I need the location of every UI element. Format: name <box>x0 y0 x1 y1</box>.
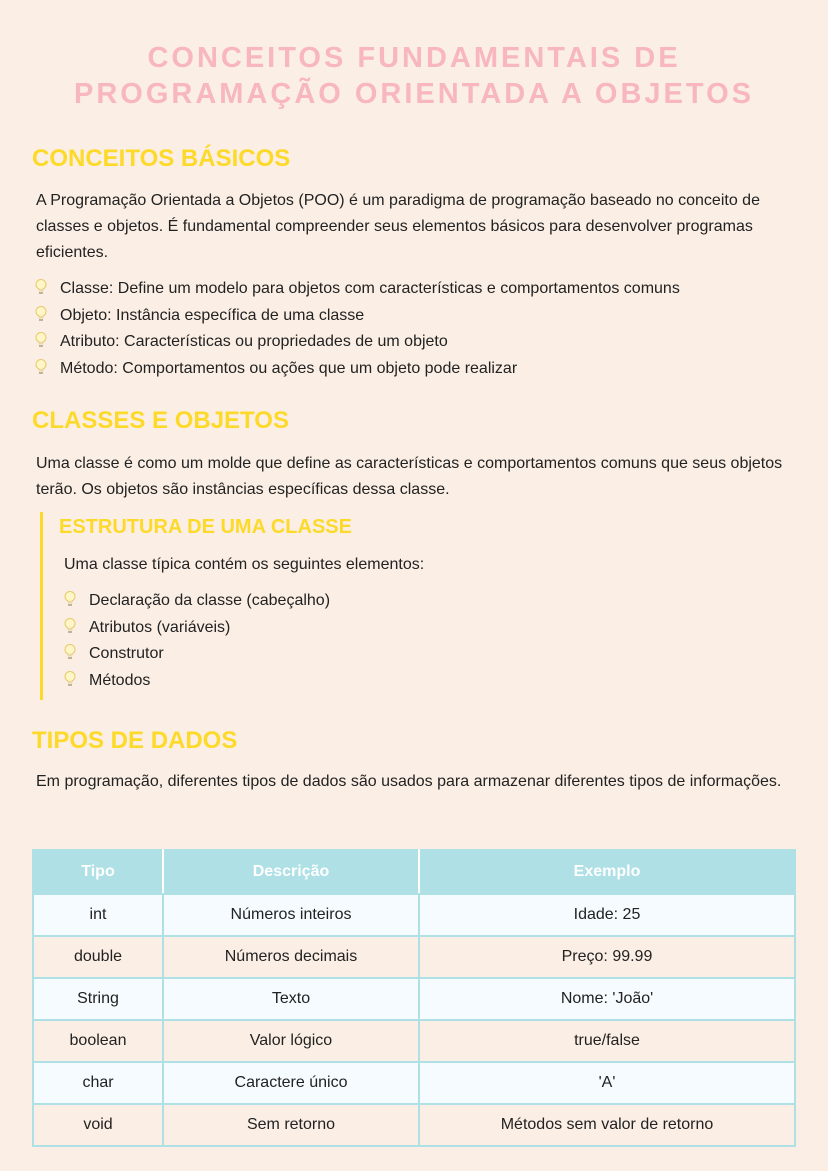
table-cell: Preço: 99.99 <box>419 936 795 978</box>
callout-list <box>63 588 330 694</box>
list-item-text: Atributo: Características ou propriedades de um objeto <box>60 333 448 350</box>
table-cell: Nome: 'João' <box>419 978 795 1020</box>
lightbulb-icon <box>34 305 48 323</box>
section-heading-types: TIPOS DE DADOS <box>32 727 238 754</box>
lightbulb-icon <box>63 643 77 661</box>
list-item-text: Classe: Define um modelo para objetos com características e comportamentos comuns <box>60 280 680 297</box>
section-paragraph-classes: Uma classe é como um molde que define as características e comportamentos comuns que seus objetos terão. Os objetos são instâncias específicas dessa classe. <box>36 455 783 498</box>
lightbulb-icon <box>34 358 48 376</box>
table-header-row <box>33 850 795 894</box>
column-header-tipo: Tipo <box>33 850 163 894</box>
list-item <box>63 588 330 615</box>
table-cell: Sem retorno <box>163 1104 419 1146</box>
list-item <box>63 668 330 695</box>
table-cell: Texto <box>163 978 419 1020</box>
table-cell: Idade: 25 <box>419 894 795 936</box>
lightbulb-icon <box>34 331 48 349</box>
list-item-text: Método: Comportamentos ou ações que um objeto pode realizar <box>60 359 518 377</box>
lightbulb-icon <box>63 670 77 688</box>
section-paragraph-types: Em programação, diferentes tipos de dados são usados para armazenar diferentes tipos de informações. <box>36 773 782 790</box>
table-row <box>33 1020 795 1062</box>
table-cell: Valor lógico <box>163 1020 419 1062</box>
list-item-text: Declaração da classe (cabeçalho) <box>89 592 331 609</box>
class-structure-callout <box>40 512 783 700</box>
table-cell: Métodos sem valor de retorno <box>419 1104 795 1146</box>
table-cell: void <box>33 1104 163 1146</box>
table-cell: int <box>33 894 163 936</box>
list-item <box>63 641 330 668</box>
section-paragraph-basics: A Programação Orientada a Objetos (POO) é um paradigma de programação baseado no conceito de classes e objetos. É fundamental compreender seus elementos básicos para desenvolver programas eficientes. <box>36 192 760 261</box>
table-row <box>33 1104 795 1146</box>
section-heading-classes: CLASSES E OBJETOS <box>32 407 289 434</box>
list-item <box>34 356 680 383</box>
list-item-text: Objeto: Instância específica de uma classe <box>60 306 365 324</box>
table-cell: double <box>33 936 163 978</box>
column-header-descricao: Descrição <box>163 850 419 894</box>
lightbulb-icon <box>63 617 77 635</box>
table-cell: String <box>33 978 163 1020</box>
table-row <box>33 894 795 936</box>
table-cell: Números decimais <box>163 936 419 978</box>
list-item-text: Métodos <box>89 671 151 689</box>
table-row <box>33 978 795 1020</box>
lightbulb-icon <box>63 590 77 608</box>
callout-text: Uma classe típica contém os seguintes elementos: <box>64 556 425 573</box>
page-title <box>32 0 796 112</box>
table-row <box>33 1062 795 1104</box>
list-item-text: Construtor <box>89 645 164 662</box>
table-cell: char <box>33 1062 163 1104</box>
page-title-line-2: PROGRAMAÇÃO ORIENTADA A OBJETOS <box>73 78 754 110</box>
table-cell: Números inteiros <box>163 894 419 936</box>
table-cell: true/false <box>419 1020 795 1062</box>
callout-heading: ESTRUTURA DE UMA CLASSE <box>59 516 352 538</box>
data-types-table <box>32 849 796 1147</box>
list-item <box>34 329 680 356</box>
basics-list <box>34 276 680 382</box>
lightbulb-icon <box>34 278 48 296</box>
table-row <box>33 936 795 978</box>
list-item <box>34 303 680 330</box>
page-title-line-1: CONCEITOS FUNDAMENTAIS DE <box>147 42 681 74</box>
table-cell: Caractere único <box>163 1062 419 1104</box>
list-item <box>34 276 680 303</box>
column-header-exemplo: Exemplo <box>419 850 795 894</box>
list-item-text: Atributos (variáveis) <box>89 618 231 636</box>
section-heading-basics: CONCEITOS BÁSICOS <box>32 145 291 172</box>
table-cell: 'A' <box>419 1062 795 1104</box>
table-cell: boolean <box>33 1020 163 1062</box>
list-item <box>63 615 330 642</box>
